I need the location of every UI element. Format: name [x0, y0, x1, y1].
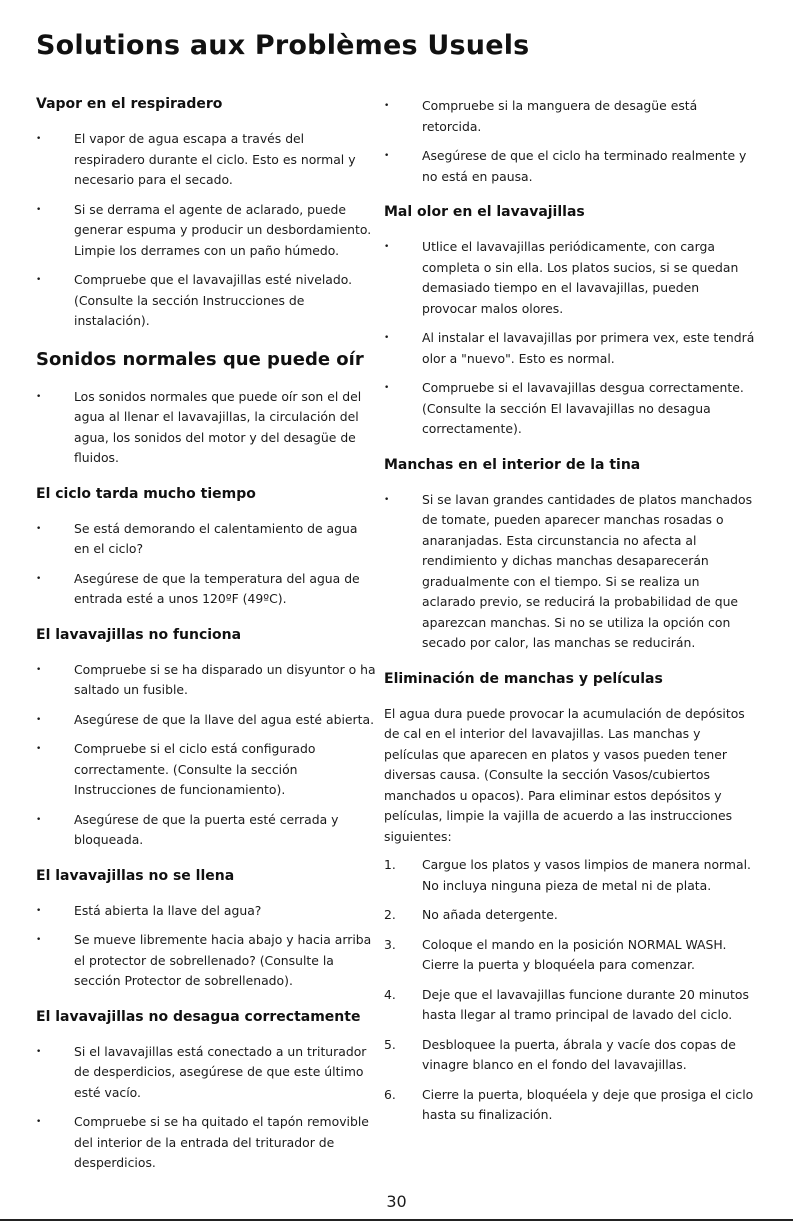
list-item: [384, 985, 756, 1026]
list-item: • Está abierta la llave del agua?: [36, 901, 376, 922]
section-desagua: [36, 1009, 376, 1174]
list-item: [384, 905, 756, 926]
section-olor: [384, 204, 756, 440]
step-text: Cierre la puerta, bloquéela y deje que prosiga el ciclo hasta su finalización.: [422, 1086, 754, 1122]
step-number: 2.: [384, 907, 396, 922]
section-heading: Sonidos normales que puede oír: [36, 348, 364, 370]
section-desagua-continued: [384, 96, 756, 187]
section-vapor: [36, 96, 376, 332]
step-text: Desbloquee la puerta, ábrala y vacíe dos copas de vinagre blanco en el fondo del lavavajillas.: [422, 1036, 736, 1072]
step-number: 5.: [384, 1036, 396, 1052]
list-item: • Asegúrese de que la puerta esté cerrada y bloqueada.: [36, 810, 376, 851]
section-ciclo: [36, 486, 376, 610]
list-item: • Se mueve libremente hacia abajo y hacia arriba el protector de sobrellenado? (Consulte la sección Protector de sobrellenado).: [36, 930, 376, 992]
list-item: • Compruebe si el lavavajillas desgua correctamente. (Consulte la sección El lavavajillas no desagua correctamente).: [384, 378, 756, 440]
section-intro: El agua dura puede provocar la acumulación de depósitos de cal en el interior del lavavajillas. Las manchas y películas que aparecen en platos y vasos pueden tener diversas causa. (Consulte la sección Vasos/cubiertos manchados u opacos). Para eliminar estos depósitos y películas, limpie la vajilla de acuerdo a las instrucciones siguientes:: [384, 705, 745, 844]
section-heading: Vapor en el respiradero: [36, 96, 223, 112]
numbered-list: [384, 855, 756, 1126]
bullet-list: [36, 519, 376, 610]
step-text: Coloque el mando en la posición NORMAL WASH. Cierre la puerta y bloquéela para comenzar.: [422, 936, 727, 972]
section-heading: El ciclo tarda mucho tiempo: [36, 485, 256, 502]
bullet-list: [36, 660, 376, 851]
list-item: • Si el lavavajillas está conectado a un triturador de desperdicios, asegúrese de que este último esté vacío.: [36, 1042, 376, 1104]
list-item: • Compruebe si la manguera de desagüe está retorcida.: [384, 96, 756, 137]
list-item: [384, 1085, 756, 1126]
section-llena: [36, 868, 376, 992]
bottom-rule: [0, 1219, 793, 1221]
bullet-list: [384, 490, 756, 654]
list-item: • Al instalar el lavavajillas por primera vex, este tendrá olor a "nuevo". Esto es normal.: [384, 328, 756, 369]
bullet-list: [36, 901, 376, 992]
section-sonidos: [36, 349, 376, 469]
bullet-list: [36, 387, 376, 469]
list-item: • Asegúrese de que la llave del agua esté abierta.: [36, 710, 376, 731]
list-item: • Compruebe si se ha disparado un disyuntor o ha saltado un fusible.: [36, 660, 376, 701]
page-title: Solutions aux Problèmes Usuels: [36, 30, 530, 61]
list-item: • Si se lavan grandes cantidades de platos manchados de tomate, pueden aparecer manchas rosadas o anaranjadas. Esta circunstancia no afecta al rendimiento y dichas manchas desaparecerán gradualmente con el tiempo. Si se realiza un aclarado previo, se reducirá la probabilidad de que aparezcan manchas. Si no se utiliza la opción con secado por calor, las manchas se reducirán.: [384, 490, 756, 654]
right-column: [384, 96, 756, 1143]
list-item: • Compruebe que el lavavajillas esté nivelado. (Consulte la sección Instrucciones de instalación).: [36, 270, 376, 332]
list-item: • Asegúrese de que la temperatura del agua de entrada esté a unos 120ºF (49ºC).: [36, 569, 376, 610]
list-item: • Los sonidos normales que puede oír son el del agua al llenar el lavavajillas, la circulación del agua, los sonidos del motor y del desagüe de fluidos.: [36, 387, 376, 469]
section-heading: Manchas en el interior de la tina: [384, 456, 641, 473]
step-number: 4.: [384, 986, 396, 1002]
bullet-list: [36, 129, 376, 332]
list-item: • Se está demorando el calentamiento de agua en el ciclo?: [36, 519, 376, 560]
list-item: [384, 1035, 756, 1076]
list-item: [384, 855, 756, 896]
step-number: 6.: [384, 1086, 396, 1102]
left-column: [36, 96, 376, 1191]
bullet-list: [36, 1042, 376, 1174]
list-item: • Compruebe si se ha quitado el tapón removible del interior de la entrada del triturador de desperdicios.: [36, 1112, 376, 1174]
step-text: Cargue los platos y vasos limpios de manera normal. No incluya ninguna pieza de metal ni de plata.: [422, 857, 751, 893]
list-item: • Compruebe si el ciclo está configurado correctamente. (Consulte la sección Instrucciones de funcionamiento).: [36, 739, 376, 801]
bullet-list: [384, 237, 756, 440]
step-text: Deje que el lavavajillas funcione durante 20 minutos hasta llegar al tramo principal de lavado del ciclo.: [422, 986, 749, 1022]
section-manchas: [384, 457, 756, 654]
section-eliminacion: [384, 671, 756, 1126]
list-item: [384, 935, 756, 976]
bullet-list: [384, 96, 756, 187]
section-funciona: [36, 627, 376, 851]
list-item: • Si se derrama el agente de aclarado, puede generar espuma y producir un desbordamiento. Limpie los derrames con un paño húmedo.: [36, 200, 376, 262]
step-number: 3.: [384, 936, 396, 952]
list-item: • Asegúrese de que el ciclo ha terminado realmente y no está en pausa.: [384, 146, 756, 187]
section-heading: El lavavajillas no desagua correctamente: [36, 1008, 361, 1025]
section-heading: Mal olor en el lavavajillas: [384, 204, 585, 220]
list-item: • Utlice el lavavajillas periódicamente, con carga completa o sin ella. Los platos sucios, si se quedan demasiado tiempo en el lavavajillas, pueden provocar malos olores.: [384, 237, 756, 319]
section-heading: El lavavajillas no se llena: [36, 867, 235, 884]
step-text: No añada detergente.: [422, 907, 558, 922]
list-item: • El vapor de agua escapa a través del respiradero durante el ciclo. Esto es normal y necesario para el secado.: [36, 129, 376, 191]
section-heading: Eliminación de manchas y películas: [384, 670, 663, 687]
page-number: 30: [386, 1192, 407, 1211]
section-heading: El lavavajillas no funciona: [36, 626, 242, 643]
step-number: 1.: [384, 857, 396, 872]
